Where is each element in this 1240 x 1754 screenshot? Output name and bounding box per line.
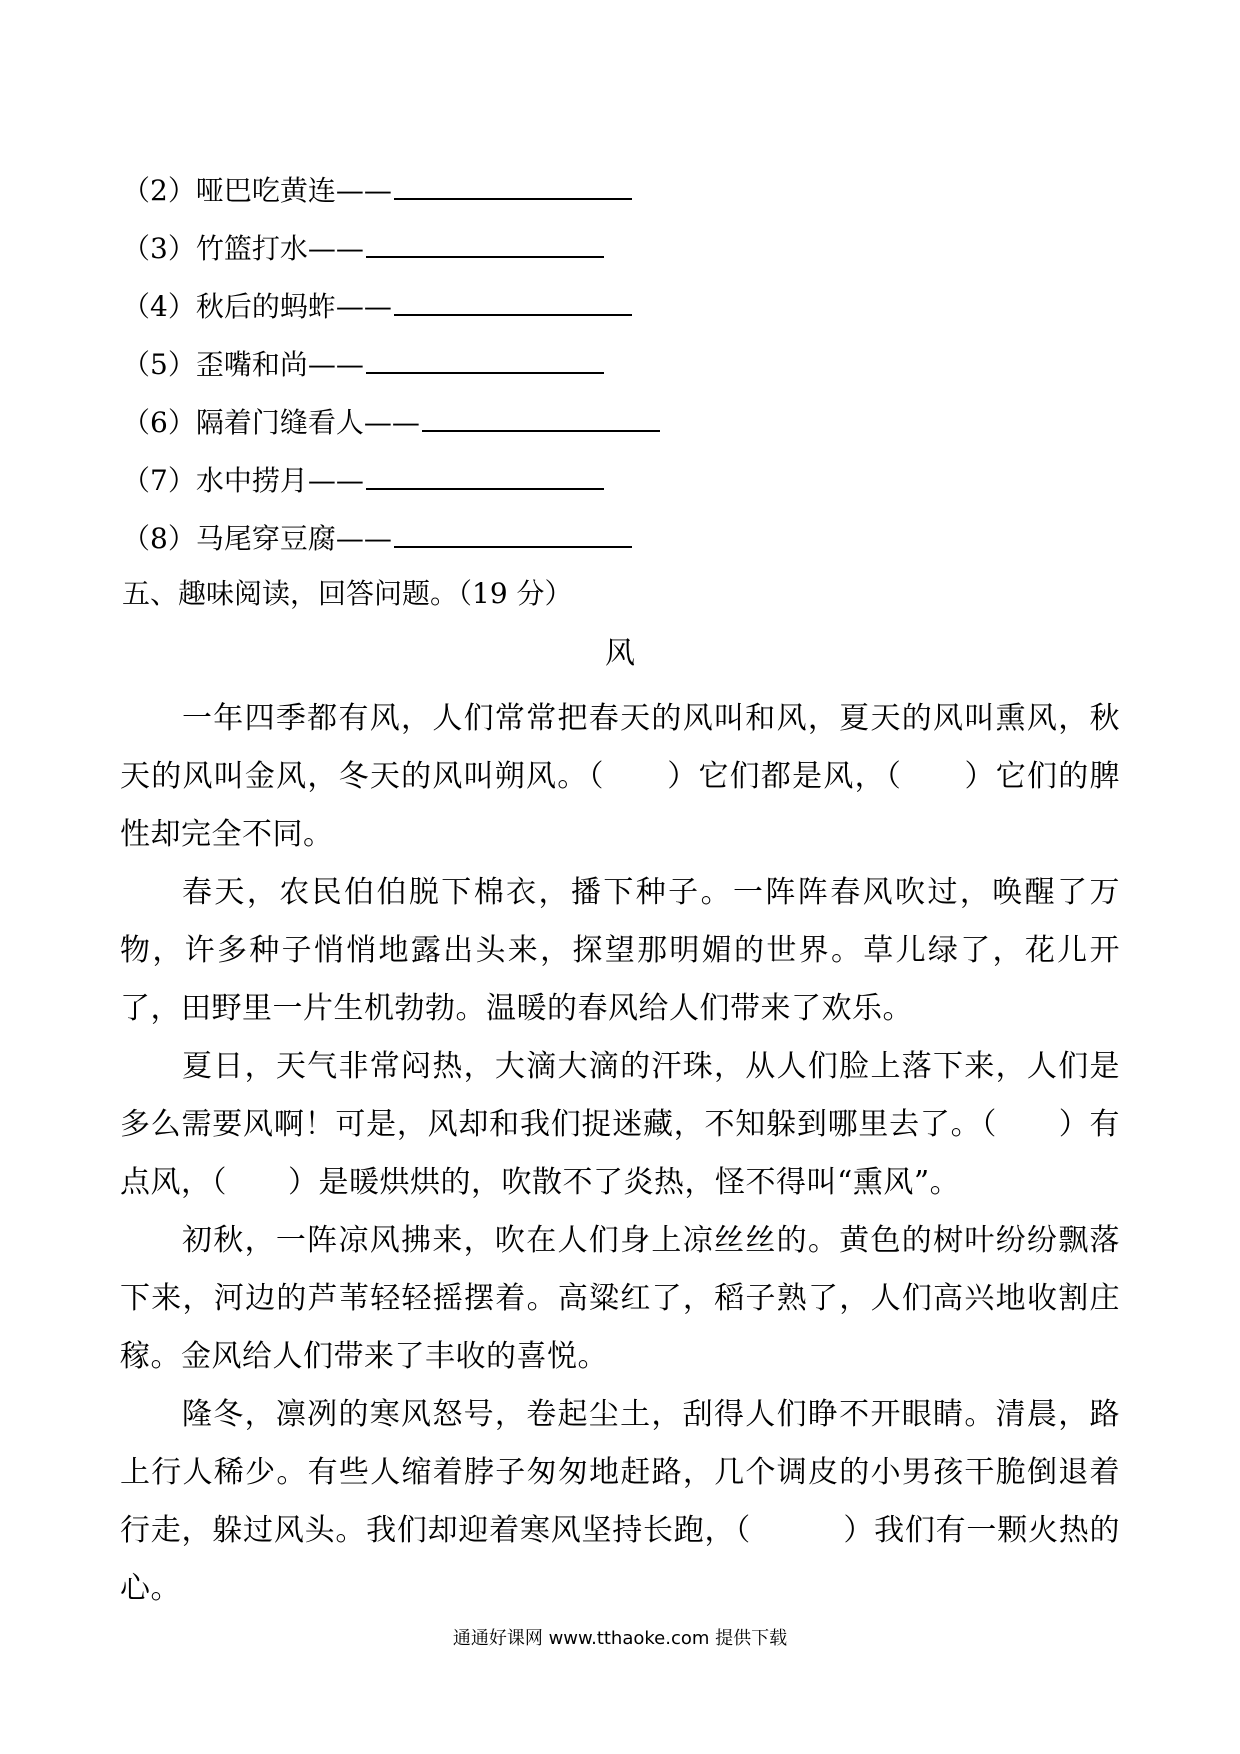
question-7 [122,460,604,501]
answer-blank[interactable] [394,286,632,316]
answer-blank[interactable] [394,518,632,548]
question-label: （6）隔着门缝看人—— [122,406,420,439]
question-5 [122,344,604,385]
question-2 [122,170,632,211]
answer-blank[interactable] [366,228,604,258]
question-label: （8）马尾穿豆腐—— [122,522,392,555]
question-4 [122,286,632,327]
article-body [120,690,1120,1618]
page-footer: 通通好课网 www.tthaoke.com 提供下载 [452,1628,788,1649]
paragraph: 夏日，天气非常闷热，大滴大滴的汗珠，从人们脸上落下来，人们是多么需要风啊！可是，风却和我们捉迷藏，不知躲到哪里去了。（ ）有点风，（ ）是暖烘烘的，吹散不了炎热，怪不得叫“熏风”。 [120,1049,1120,1200]
question-6 [122,402,660,443]
answer-blank[interactable] [394,170,632,200]
paragraph: 一年四季都有风，人们常常把春天的风叫和风，夏天的风叫熏风，秋天的风叫金风，冬天的风叫朔风。（ ）它们都是风，（ ）它们的脾性却完全不同。 [120,701,1120,852]
paragraph: 初秋，一阵凉风拂来，吹在人们身上凉丝丝的。黄色的树叶纷纷飘落下来，河边的芦苇轻轻摇摆着。高粱红了，稻子熟了，人们高兴地收割庄稼。金风给人们带来了丰收的喜悦。 [120,1223,1120,1374]
answer-blank[interactable] [422,402,660,432]
answer-blank[interactable] [366,344,604,374]
question-3 [122,228,604,269]
section-heading: 五、趣味阅读，回答问题。（19 分） [122,577,573,610]
question-label: （3）竹篮打水—— [122,232,364,265]
paragraph: 春天，农民伯伯脱下棉衣，播下种子。一阵阵春风吹过，唤醒了万物，许多种子悄悄地露出头来，探望那明媚的世界。草儿绿了，花儿开了，田野里一片生机勃勃。温暖的春风给人们带来了欢乐。 [120,875,1120,1026]
question-label: （2）哑巴吃黄连—— [122,174,392,207]
question-label: （7）水中捞月—— [122,464,364,497]
answer-blank[interactable] [366,460,604,490]
question-label: （5）歪嘴和尚—— [122,348,364,381]
question-label: （4）秋后的蚂蚱—— [122,290,392,323]
paragraph: 隆冬，凛冽的寒风怒号，卷起尘土，刮得人们睁不开眼睛。清晨，路上行人稀少。有些人缩着脖子匆匆地赶路，几个调皮的小男孩干脆倒退着行走，躲过风头。我们却迎着寒风坚持长跑，（ ）我们有一颗火热的心。 [120,1397,1120,1606]
question-8 [122,518,632,559]
article-title: 风 [605,636,635,671]
